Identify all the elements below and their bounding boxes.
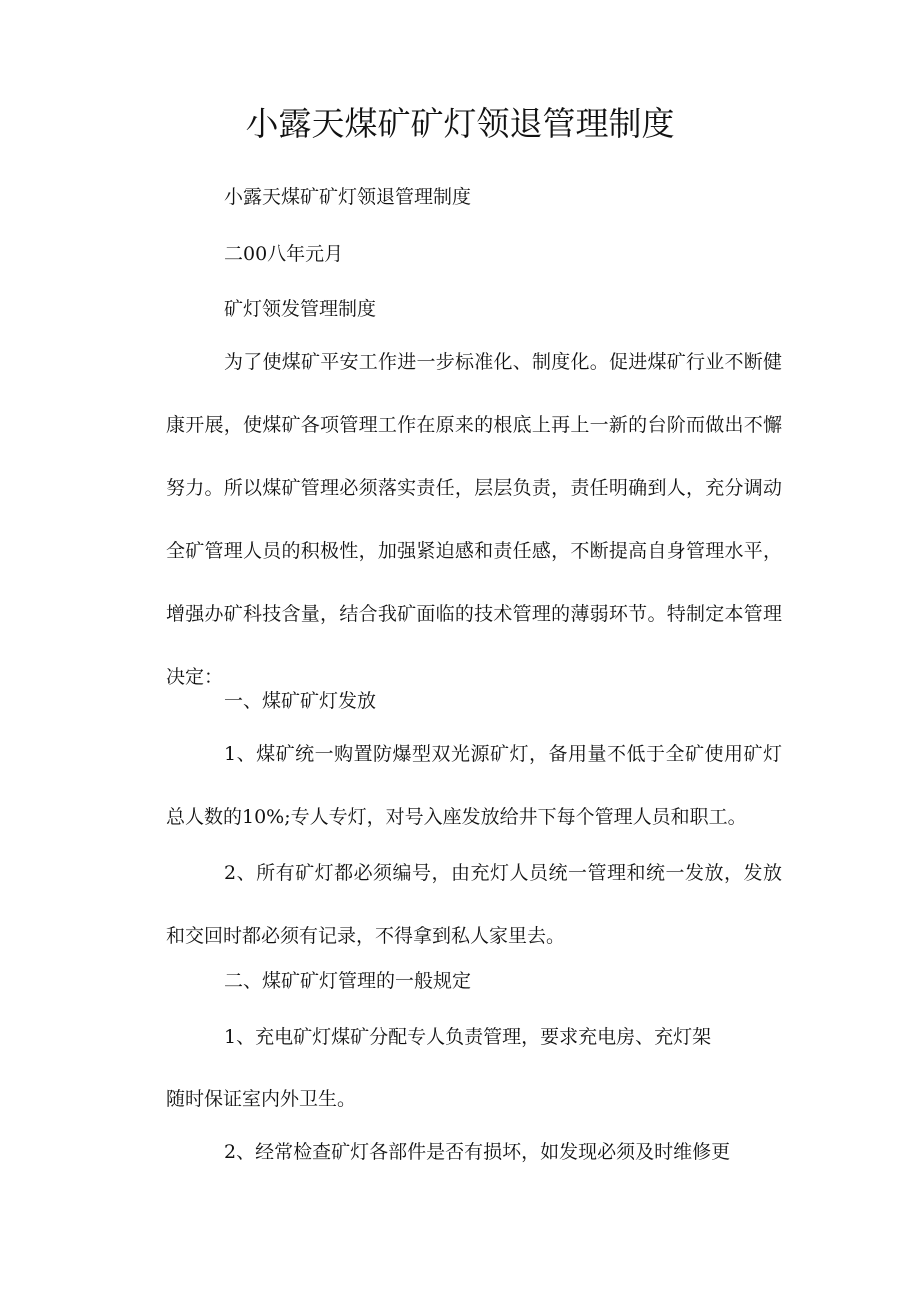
subtitle: 小露天煤矿矿灯领退管理制度 (224, 186, 472, 208)
part2-item1-line1: 1、充电矿灯煤矿分配专人负责管理，要求充电房、充灯架 (224, 1026, 712, 1048)
document-title: 小露天煤矿矿灯领退管理制度 (245, 104, 675, 143)
intro-paragraph: 为了使煤矿平安工作进一步标准化、制度化。促进煤矿行业不断健康开展，使煤矿各项管理工作在原来的根底上再上一新的台阶而做出不懈努力。所以煤矿管理必须落实责任，层层负责，责任明确到人，充分调动全矿管理人员的积极性，加强紧迫感和责任感，不断提高自身管理水平，增强办矿科技含量，结合我矿面临的技术管理的薄弱环节。特制定本管理决定： (166, 351, 782, 688)
part2-item2: 2、经常检查矿灯各部件是否有损坏，如发现必须及时维修更 (224, 1141, 731, 1163)
part1-item1: 1、煤矿统一购置防爆型双光源矿灯，备用量不低于全矿使用矿灯总人数的10%;专人专灯，对号入座发放给井下每个管理人员和职工。 (166, 743, 782, 828)
part1-heading: 一、煤矿矿灯发放 (224, 690, 377, 712)
part1-item2: 2、所有矿灯都必须编号，由充灯人员统一管理和统一发放，发放和交回时都必须有记录，不得拿到私人家里去。 (166, 862, 782, 947)
part2-heading: 二、煤矿矿灯管理的一般规定 (224, 970, 472, 992)
section-title: 矿灯领发管理制度 (224, 298, 377, 320)
date-line: 二00八年元月 (224, 243, 344, 265)
part2-item1-line2: 随时保证室内外卫生。 (166, 1088, 357, 1110)
